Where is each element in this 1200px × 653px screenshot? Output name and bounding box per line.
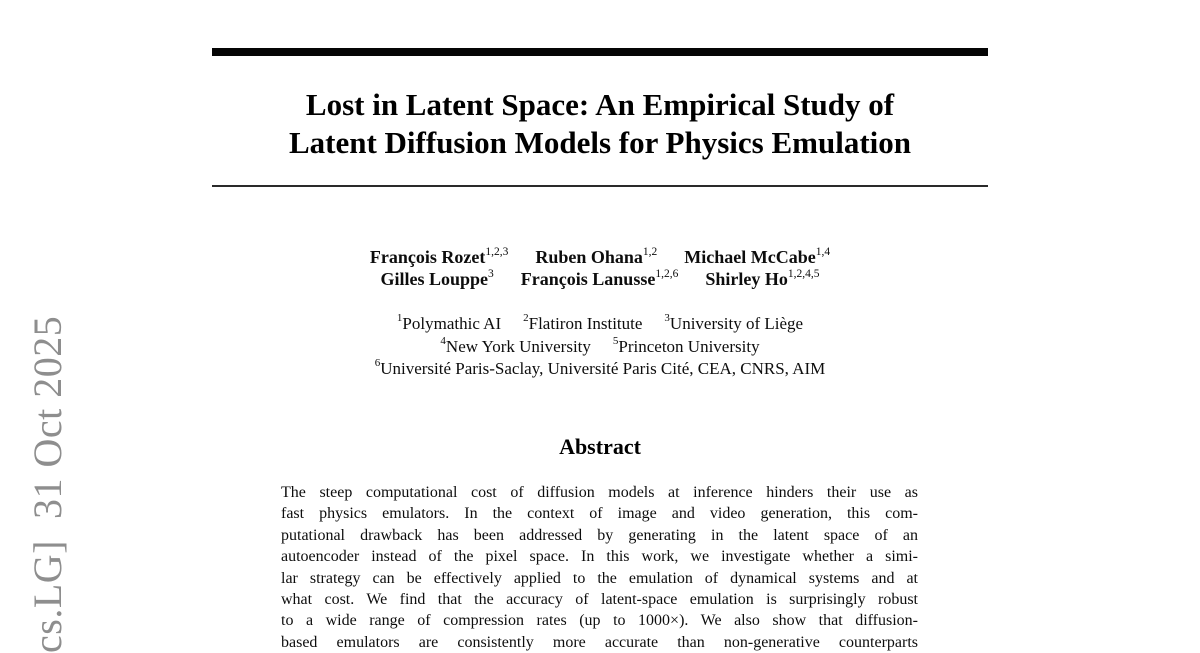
abstract-line: fast physics emulators. In the context of image and video generation, this com- xyxy=(281,505,918,523)
affiliation-number-superscript: 6 xyxy=(374,357,381,370)
abstract-line: lar strategy can be effectively applied to the emulation of dynamical systems and at xyxy=(281,569,918,587)
affiliation-number-superscript: 2 xyxy=(523,312,529,325)
abstract-line: The steep computational cost of diffusion models at inference hinders their use as xyxy=(281,484,918,501)
affiliation: $^2$Flatiron Institute xyxy=(523,312,643,333)
author: Ruben Ohana$^{1,2}$ xyxy=(535,246,658,267)
abstract-line: to a wide range of compression rates (up to 1000×). We also show that diffusion- xyxy=(281,612,918,630)
paper-title xyxy=(212,86,988,162)
author: François Lanusse$^{1,2,6}$ xyxy=(520,268,679,289)
author: François Rozet$^{1,2,3}$ xyxy=(369,246,509,267)
abstract-line: autoencoder instead of the pixel space. In this work, we investigate whether a simi- xyxy=(281,548,918,566)
abstract-line: what cost. We find that the accuracy of latent-space emulation is surprisingly robust xyxy=(281,591,918,609)
affiliation-number-superscript: 1 xyxy=(396,312,403,325)
author: Gilles Louppe$^3$ xyxy=(380,268,494,289)
paper-title-line1: Lost in Latent Space: An Empirical Study of xyxy=(305,87,895,122)
affiliations-block xyxy=(162,313,1038,381)
author-affiliation-superscript: 1,2,6 xyxy=(655,268,679,280)
affiliations-row xyxy=(162,358,1038,381)
affiliation: $^6$Université Paris-Saclay, Université Paris Cité, CEA, CNRS, AIM xyxy=(374,357,826,378)
affiliation-number-superscript: 3 xyxy=(664,312,670,325)
title-separator-rule xyxy=(212,185,988,187)
affiliation-number-superscript: 4 xyxy=(440,334,446,347)
affiliations-row xyxy=(162,313,1038,336)
author: Michael McCabe$^{1,4}$ xyxy=(684,246,831,267)
affiliation: $^3$University of Liège xyxy=(664,312,804,333)
abstract-text xyxy=(281,482,918,653)
paper-title-line2: Latent Diffusion Models for Physics Emulation xyxy=(288,125,912,160)
author-affiliation-superscript: 3 xyxy=(488,268,494,280)
abstract-line: putational drawback has been addressed by generating in the latent space of an xyxy=(281,526,918,544)
arxiv-sidebar-watermark: cs.LG] 31 Oct 2025 xyxy=(25,315,70,653)
affiliation-number-superscript: 5 xyxy=(612,334,619,347)
authors-row xyxy=(162,268,1038,290)
affiliation: $^5$Princeton University xyxy=(612,334,760,356)
affiliation: $^1$Polymathic AI xyxy=(396,312,502,333)
authors-block xyxy=(162,246,1038,290)
abstract-line: based emulators are consistently more accurate than non-generative counterparts xyxy=(281,633,918,651)
abstract-heading: Abstract xyxy=(559,434,641,459)
affiliations-row xyxy=(162,336,1038,359)
author-affiliation-superscript: 1,2,3 xyxy=(485,246,509,258)
author-affiliation-superscript: 1,2,4,5 xyxy=(787,268,820,280)
author-affiliation-superscript: 1,4 xyxy=(815,246,831,258)
author-affiliation-superscript: 1,2 xyxy=(642,246,658,258)
author: Shirley Ho$^{1,2,4,5}$ xyxy=(705,268,820,289)
affiliation: $^4$New York University xyxy=(440,334,591,356)
top-thick-rule xyxy=(212,48,988,56)
authors-row xyxy=(162,246,1038,268)
